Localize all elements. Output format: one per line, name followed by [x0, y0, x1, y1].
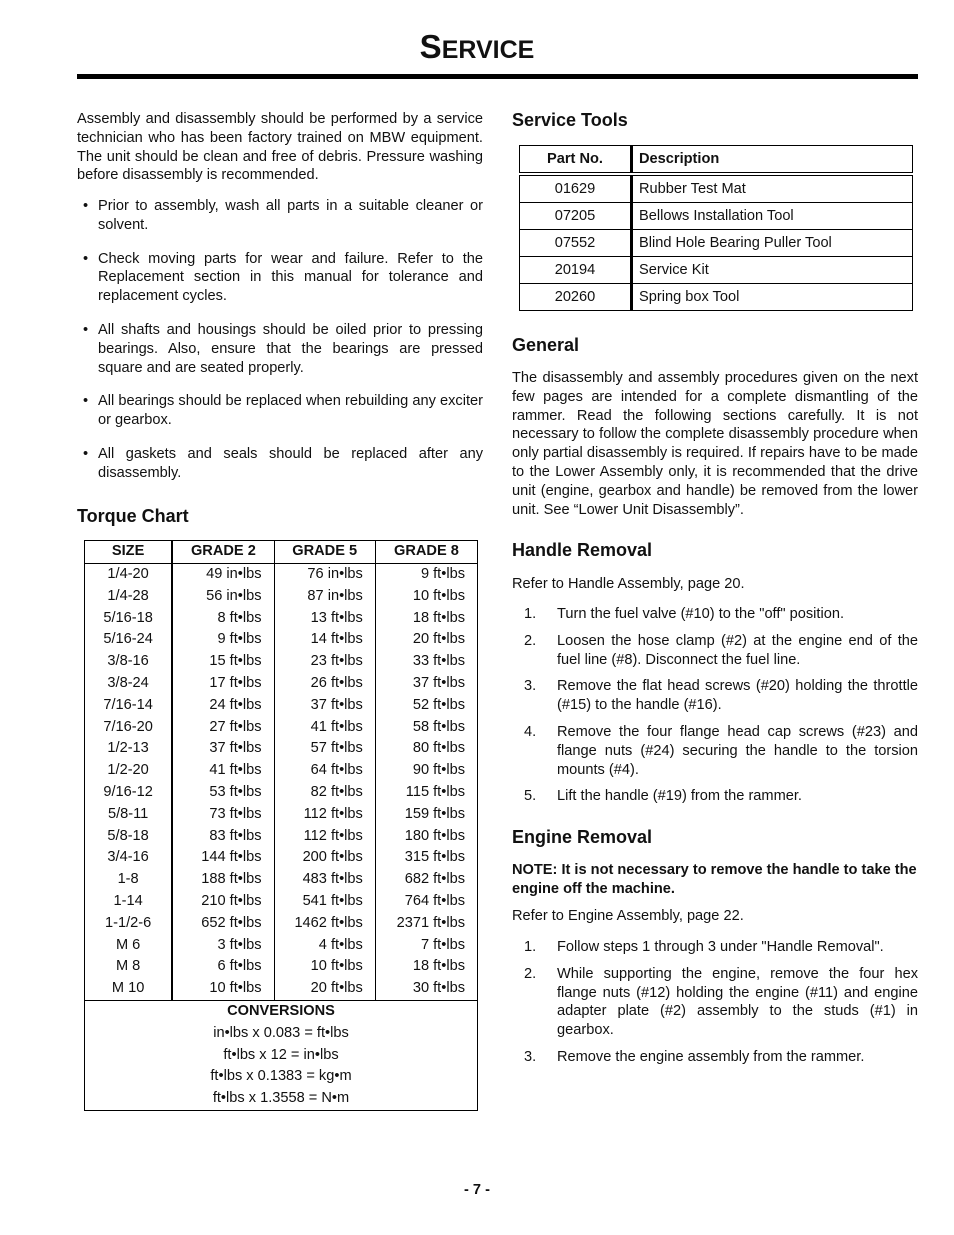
torque-header-grade5: GRADE 5 — [274, 541, 375, 564]
step-text: Remove the engine assembly from the rammer. — [557, 1048, 865, 1065]
torque-row — [85, 760, 478, 782]
bullet-item: • All bearings should be replaced when rebuilding any exciter or gearbox. — [83, 393, 483, 429]
torque-row — [85, 564, 478, 586]
bullet-item: • Prior to assembly, wash all parts in a suitable cleaner or solvent. — [83, 198, 483, 233]
step-text: Loosen the hose clamp (#2) at the engine end of the fuel line (#8). Disconnect the fuel line. — [557, 632, 918, 668]
torque-value-cell: 115 ft•lbs — [405, 783, 465, 800]
step-text: Turn the fuel valve (#10) to the "off" position. — [557, 606, 844, 622]
step-text: While supporting the engine, remove the four hex flange nuts (#12) holding the engine (#11) and engine adapter plate (#2) assembly to the studs (#1) in gearbox. — [557, 965, 918, 1039]
torque-value-cell: 188 ft•lbs — [172, 869, 274, 891]
torque-value-cell: 83 ft•lbs — [172, 826, 274, 848]
step-item — [512, 723, 918, 779]
conversion-row: ft•lbs x 12 = in•lbs — [223, 1046, 339, 1063]
tool-row — [520, 284, 913, 311]
prep-bullet-list — [77, 197, 483, 483]
step-item — [512, 677, 918, 715]
torque-row — [85, 673, 478, 695]
torque-value-cell: 53 ft•lbs — [172, 782, 274, 804]
torque-value-cell: 6 ft•lbs — [172, 956, 274, 978]
engine-steps-list — [512, 938, 918, 1067]
torque-value-cell: 76 in•lbs — [274, 564, 375, 586]
step-number: 2. — [524, 965, 537, 982]
step-text: Lift the handle (#19) from the rammer. — [557, 788, 802, 805]
general-heading: General — [512, 335, 580, 355]
tool-description: Blind Hole Bearing Puller Tool — [632, 230, 913, 257]
step-number: 4. — [524, 723, 537, 740]
torque-size-cell: 3/8-24 — [85, 673, 173, 695]
bullet-item: • All shafts and housings should be oiled prior to pressing bearings. Also, ensure that the bearings are pressed square and are seated properly. — [83, 321, 483, 376]
step-number: 3. — [524, 678, 537, 695]
torque-value-cell: 1462 ft•lbs — [274, 913, 375, 935]
torque-size-cell: M 6 — [85, 935, 173, 957]
torque-header-size: SIZE — [85, 541, 173, 564]
torque-value-cell: 8 ft•lbs — [172, 608, 274, 630]
torque-value-cell: 80 ft•lbs — [412, 740, 465, 757]
torque-value-cell: 87 in•lbs — [274, 586, 375, 608]
title-rule — [77, 74, 918, 79]
conversion-row: ft•lbs x 0.1383 = kg•m — [210, 1068, 352, 1085]
conversion-row: ft•lbs x 1.3558 = N•m — [212, 1090, 350, 1107]
tool-row — [520, 230, 913, 257]
torque-value-cell: 23 ft•lbs — [274, 651, 375, 673]
service-tools-heading: Service Tools — [512, 110, 628, 130]
tool-part-number: 07552 — [520, 230, 632, 257]
tools-body — [520, 174, 913, 311]
torque-value-cell: 2371 ft•lbs — [396, 914, 465, 931]
tool-description: Service Kit — [632, 257, 913, 284]
step-text: Follow steps 1 through 3 under "Handle Removal". — [557, 939, 884, 955]
tool-part-number: 20194 — [520, 257, 632, 284]
engine-note: NOTE: It is not necessary to remove the handle to take the engine off the machine. — [512, 862, 917, 897]
torque-row — [85, 782, 478, 804]
torque-row — [85, 826, 478, 848]
tool-row — [520, 203, 913, 230]
torque-row — [85, 891, 478, 913]
torque-value-cell: 210 ft•lbs — [172, 891, 274, 913]
torque-value-cell: 13 ft•lbs — [274, 608, 375, 630]
torque-size-cell: 1-8 — [85, 869, 173, 891]
torque-size-cell: 5/8-11 — [85, 804, 173, 826]
torque-size-cell: 5/8-18 — [85, 826, 173, 848]
torque-size-cell: 1/4-20 — [85, 564, 173, 586]
torque-size-cell: 7/16-14 — [85, 695, 173, 717]
torque-row — [85, 978, 478, 1000]
torque-size-cell: 1-1/2-6 — [85, 913, 173, 935]
tool-row — [520, 174, 913, 203]
torque-value-cell: 315 ft•lbs — [404, 849, 465, 866]
torque-value-cell: 112 ft•lbs — [274, 804, 375, 826]
torque-value-cell: 49 in•lbs — [172, 564, 274, 586]
torque-size-cell: 5/16-24 — [85, 629, 173, 651]
torque-value-cell: 73 ft•lbs — [172, 804, 274, 826]
tool-part-number: 20260 — [520, 284, 632, 311]
torque-value-cell: 82 ft•lbs — [274, 782, 375, 804]
torque-value-cell: 24 ft•lbs — [172, 695, 274, 717]
torque-value-cell: 52 ft•lbs — [412, 696, 465, 713]
torque-header-row — [85, 541, 478, 564]
tools-header-partno: Part No. — [520, 146, 632, 175]
torque-row — [85, 913, 478, 935]
torque-value-cell: 33 ft•lbs — [412, 653, 465, 670]
torque-row — [85, 717, 478, 739]
torque-row — [85, 608, 478, 630]
bullet-item: • Check moving parts for wear and failure. Refer to the Replacement section in this manual for tolerance and replacement cycles. — [83, 250, 483, 305]
torque-value-cell: 159 ft•lbs — [404, 805, 465, 822]
service-tools-table — [519, 145, 913, 311]
torque-header-grade8: GRADE 8 — [375, 541, 477, 564]
torque-header-grade2: GRADE 2 — [172, 541, 274, 564]
page-title — [0, 28, 954, 66]
torque-value-cell: 180 ft•lbs — [404, 827, 465, 844]
torque-row — [85, 629, 478, 651]
torque-row — [85, 804, 478, 826]
torque-size-cell: 1/2-20 — [85, 760, 173, 782]
torque-value-cell: 764 ft•lbs — [404, 892, 465, 909]
torque-value-cell: 9 ft•lbs — [420, 566, 465, 582]
torque-value-cell: 10 ft•lbs — [172, 978, 274, 1000]
torque-value-cell: 144 ft•lbs — [172, 847, 274, 869]
step-number: 5. — [524, 788, 537, 805]
torque-value-cell: 58 ft•lbs — [412, 718, 465, 735]
torque-body — [85, 564, 478, 1001]
torque-value-cell: 20 ft•lbs — [274, 978, 375, 1000]
torque-value-cell: 541 ft•lbs — [274, 891, 375, 913]
torque-size-cell: 9/16-12 — [85, 782, 173, 804]
conversions-title-row — [85, 1000, 478, 1022]
torque-value-cell: 112 ft•lbs — [274, 826, 375, 848]
torque-value-cell: 17 ft•lbs — [172, 673, 274, 695]
torque-value-cell: 652 ft•lbs — [172, 913, 274, 935]
torque-size-cell: 3/4-16 — [85, 847, 173, 869]
torque-row — [85, 586, 478, 608]
torque-size-cell: M 8 — [85, 956, 173, 978]
tools-header-description: Description — [632, 146, 913, 175]
torque-value-cell: 57 ft•lbs — [274, 738, 375, 760]
conversions-section — [85, 1000, 478, 1110]
torque-row — [85, 935, 478, 957]
torque-value-cell: 483 ft•lbs — [274, 869, 375, 891]
torque-value-cell: 200 ft•lbs — [274, 847, 375, 869]
engine-reference: Refer to Engine Assembly, page 22. — [512, 908, 744, 924]
torque-row — [85, 956, 478, 978]
torque-table — [84, 540, 478, 1111]
step-item — [512, 605, 918, 624]
tool-description: Spring box Tool — [632, 284, 913, 311]
torque-chart-heading: Torque Chart — [77, 506, 189, 526]
torque-value-cell: 37 ft•lbs — [172, 738, 274, 760]
tool-row — [520, 257, 913, 284]
step-number: 3. — [524, 1048, 537, 1065]
torque-row — [85, 695, 478, 717]
tool-description: Rubber Test Mat — [632, 174, 913, 203]
title-initial: S — [419, 28, 442, 65]
torque-value-cell: 9 ft•lbs — [172, 629, 274, 651]
step-item — [512, 787, 918, 806]
torque-value-cell: 37 ft•lbs — [274, 695, 375, 717]
torque-value-cell: 27 ft•lbs — [172, 717, 274, 739]
intro-paragraph: Assembly and disassembly should be performed by a service technician who has been factory trained on MBW equipment. The unit should be clean and free of debris. Pressure washing before disassembly is recommended. — [77, 111, 483, 184]
step-text: Remove the four flange head cap screws (#23) and flange nuts (#24) securing the handle to the torsion mounts (#4). — [557, 723, 918, 778]
torque-value-cell: 14 ft•lbs — [274, 629, 375, 651]
torque-size-cell: 7/16-20 — [85, 717, 173, 739]
title-rest: ERVICE — [441, 36, 535, 64]
handle-steps-list — [512, 605, 918, 806]
torque-value-cell: 64 ft•lbs — [274, 760, 375, 782]
step-text: Remove the flat head screws (#20) holding the throttle (#15) to the handle (#16). — [557, 678, 918, 714]
torque-value-cell: 41 ft•lbs — [274, 717, 375, 739]
torque-value-cell: 15 ft•lbs — [172, 651, 274, 673]
tool-description: Bellows Installation Tool — [632, 203, 913, 230]
general-paragraph: The disassembly and assembly procedures given on the next few pages are intended for a complete dismantling of the rammer. Read the following sections carefully. It is not necessary to follow the complete disassembly procedure when only partial disassembly is required. If repairs have to be made to the Lower Assembly only, it is recommended that the drive unit (engine, gearbox and handle) be removed from the lower unit. See “Lower Unit Disassembly”. — [512, 370, 918, 518]
torque-value-cell: 4 ft•lbs — [274, 935, 375, 957]
torque-row — [85, 738, 478, 760]
torque-row — [85, 869, 478, 891]
torque-value-cell: 3 ft•lbs — [172, 935, 274, 957]
torque-size-cell: 1-14 — [85, 891, 173, 913]
torque-value-cell: 90 ft•lbs — [412, 762, 465, 779]
handle-removal-heading: Handle Removal — [512, 540, 653, 560]
torque-row — [85, 847, 478, 869]
torque-value-cell: 682 ft•lbs — [404, 871, 465, 888]
torque-value-cell: 30 ft•lbs — [412, 980, 465, 997]
torque-value-cell: 20 ft•lbs — [412, 631, 465, 648]
torque-value-cell: 41 ft•lbs — [172, 760, 274, 782]
conversions-title: CONVERSIONS — [85, 1000, 478, 1022]
torque-value-cell: 10 ft•lbs — [412, 587, 465, 604]
torque-value-cell: 26 ft•lbs — [274, 673, 375, 695]
step-number: 2. — [524, 632, 537, 649]
conversion-row: in•lbs x 0.083 = ft•lbs — [213, 1024, 349, 1041]
step-item — [512, 1048, 918, 1067]
step-item — [512, 938, 918, 957]
step-number: 1. — [524, 606, 537, 622]
torque-value-cell: 18 ft•lbs — [412, 958, 465, 975]
torque-size-cell: M 10 — [85, 978, 173, 1000]
torque-size-cell: 3/8-16 — [85, 651, 173, 673]
page-number: - 7 - — [464, 1182, 490, 1198]
torque-size-cell: 5/16-18 — [85, 608, 173, 630]
handle-reference: Refer to Handle Assembly, page 20. — [512, 576, 745, 592]
step-item — [512, 632, 918, 670]
engine-removal-heading: Engine Removal — [512, 827, 653, 847]
torque-size-cell: 1/4-28 — [85, 586, 173, 608]
torque-size-cell: 1/2-13 — [85, 738, 173, 760]
torque-value-cell: 37 ft•lbs — [412, 674, 465, 691]
bullet-item: • All gaskets and seals should be replaced after any disassembly. — [83, 445, 483, 481]
tool-part-number: 01629 — [520, 174, 632, 203]
torque-value-cell: 10 ft•lbs — [274, 956, 375, 978]
torque-value-cell: 56 in•lbs — [172, 586, 274, 608]
torque-row — [85, 651, 478, 673]
torque-value-cell: 7 ft•lbs — [420, 936, 465, 953]
step-number: 1. — [524, 939, 537, 955]
tools-header-row — [520, 146, 913, 175]
torque-value-cell: 18 ft•lbs — [412, 609, 465, 626]
tool-part-number: 07205 — [520, 203, 632, 230]
step-item — [512, 965, 918, 1040]
